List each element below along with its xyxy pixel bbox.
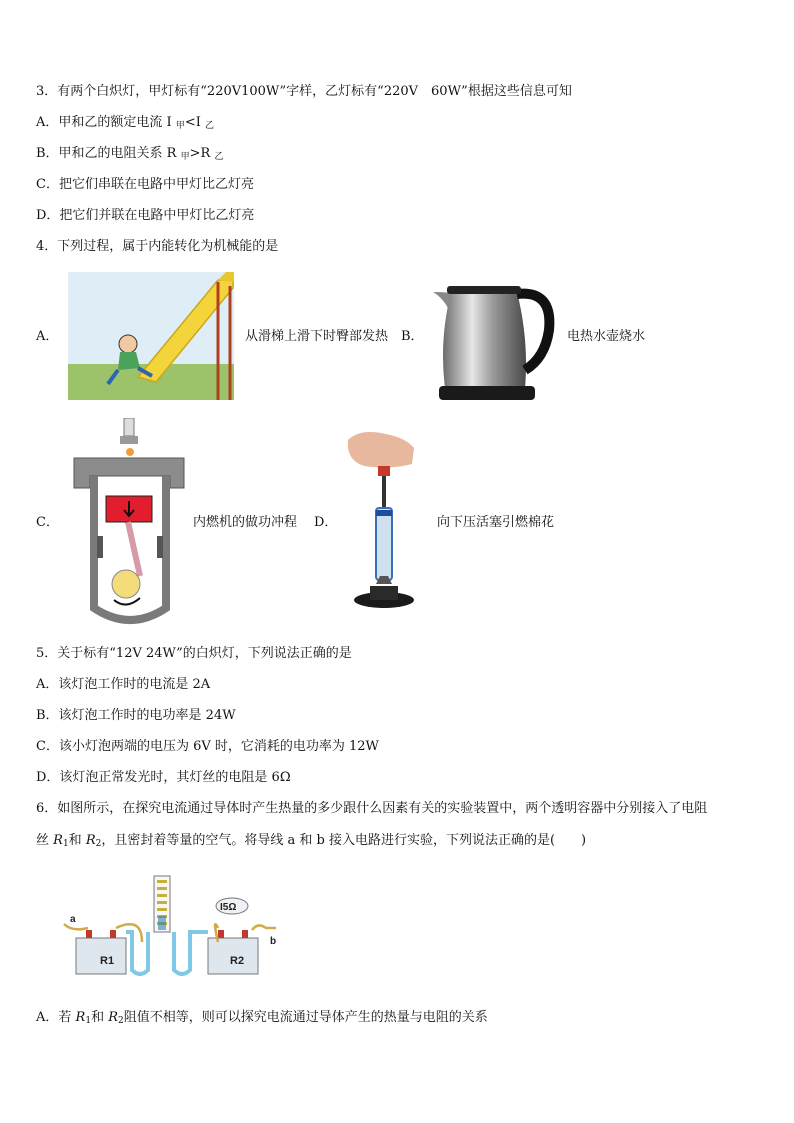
q3-b-mid: >R bbox=[189, 146, 215, 161]
q6-a-2: 和 bbox=[91, 1010, 109, 1025]
q5-option-c: C．该小灯泡两端的电压为 6V 时，它消耗的电功率为 12W bbox=[36, 739, 379, 754]
q4-stem: 4．下列过程，属于内能转化为机械能的是 bbox=[36, 239, 279, 254]
external-resistor-label: I5Ω bbox=[220, 902, 237, 913]
q6-l2-b: 和 bbox=[68, 833, 86, 848]
slide-illustration bbox=[68, 272, 234, 400]
q3-stem: 3．有两个白炽灯，甲灯标有“220V100W”字样，乙灯标有“220V 60W”根据这些信息可知 bbox=[36, 84, 572, 99]
q6-stem-line2 bbox=[36, 832, 586, 853]
q4-a-letter: A． bbox=[36, 329, 59, 344]
q6-a-r2: R bbox=[108, 1010, 118, 1025]
q4-c-letter: C． bbox=[36, 515, 59, 530]
q6-r2-sub: 2 bbox=[95, 839, 102, 849]
q6-l2-c: ，且密封着等量的空气。将导线 a 和 b 接入电路进行实验，下列说法正确的是( ) bbox=[101, 833, 587, 848]
q3-a-mid: <I bbox=[184, 115, 205, 130]
q3-option-b bbox=[36, 145, 223, 166]
q6-a-sub1: 1 bbox=[85, 1016, 92, 1026]
piston-illustration bbox=[340, 430, 428, 616]
q3-a-pre: A．甲和乙的额定电流 I bbox=[36, 115, 176, 130]
q4-c-text: 内燃机的做功冲程 bbox=[193, 515, 298, 530]
q5-stem: 5．关于标有“12V 24W”的白炽灯，下列说法正确的是 bbox=[36, 646, 352, 661]
q6-a-r1: R bbox=[75, 1010, 86, 1025]
q6-stem-line1: 6．如图所示，在探究电流通过导体时产生热量的多少跟什么因素有关的实验装置中，两个透明容器中分别接入了电阻 bbox=[36, 801, 708, 816]
q4-d-text: 向下压活塞引燃棉花 bbox=[437, 515, 555, 530]
engine-illustration bbox=[70, 418, 190, 628]
label-r2: R2 bbox=[230, 955, 245, 967]
q6-r1: R bbox=[53, 833, 63, 848]
q6-r2: R bbox=[85, 833, 96, 848]
q6-r1-sub: 1 bbox=[62, 839, 69, 849]
q6-a-1: A．若 bbox=[36, 1010, 76, 1025]
q6-a-sub2: 2 bbox=[118, 1016, 124, 1026]
q5-option-a: A．该灯泡工作时的电流是 2A bbox=[36, 677, 211, 692]
q6-option-a bbox=[36, 1009, 488, 1030]
kettle-illustration bbox=[425, 270, 559, 406]
q3-option-a bbox=[36, 114, 214, 135]
heating-experiment-figure bbox=[62, 872, 282, 980]
q6-l2-a: 丝 bbox=[36, 833, 54, 848]
label-b: b bbox=[270, 936, 277, 947]
q3-b-pre: B．甲和乙的电阻关系 R bbox=[36, 146, 181, 161]
label-r1: R1 bbox=[100, 955, 115, 967]
label-a: a bbox=[70, 914, 76, 925]
label-ext: 5Ω bbox=[222, 902, 237, 913]
q5-option-d: D．该灯泡正常发光时，其灯丝的电阻是 6Ω bbox=[36, 770, 291, 785]
q3-a-sub1: 甲 bbox=[175, 121, 185, 131]
q3-option-c: C．把它们串联在电路中甲灯比乙灯亮 bbox=[36, 177, 254, 192]
q4-b-letter: B． bbox=[401, 329, 424, 344]
q4-b-text: 电热水壶烧水 bbox=[567, 329, 646, 344]
q6-a-3: 阻值不相等，则可以探究电流通过导体产生的热量与电阻的关系 bbox=[123, 1010, 488, 1025]
q4-d-letter: D． bbox=[314, 515, 338, 530]
q3-b-sub1: 甲 bbox=[180, 152, 190, 162]
q4-a-text: 从滑梯上滑下时臀部发热 bbox=[245, 329, 389, 344]
q3-a-sub2: 乙 bbox=[204, 121, 214, 131]
q5-option-b: B．该灯泡工作时的电功率是 24W bbox=[36, 708, 236, 723]
q3-option-d: D．把它们并联在电路中甲灯比乙灯亮 bbox=[36, 208, 255, 223]
q3-b-sub2: 乙 bbox=[214, 152, 224, 162]
